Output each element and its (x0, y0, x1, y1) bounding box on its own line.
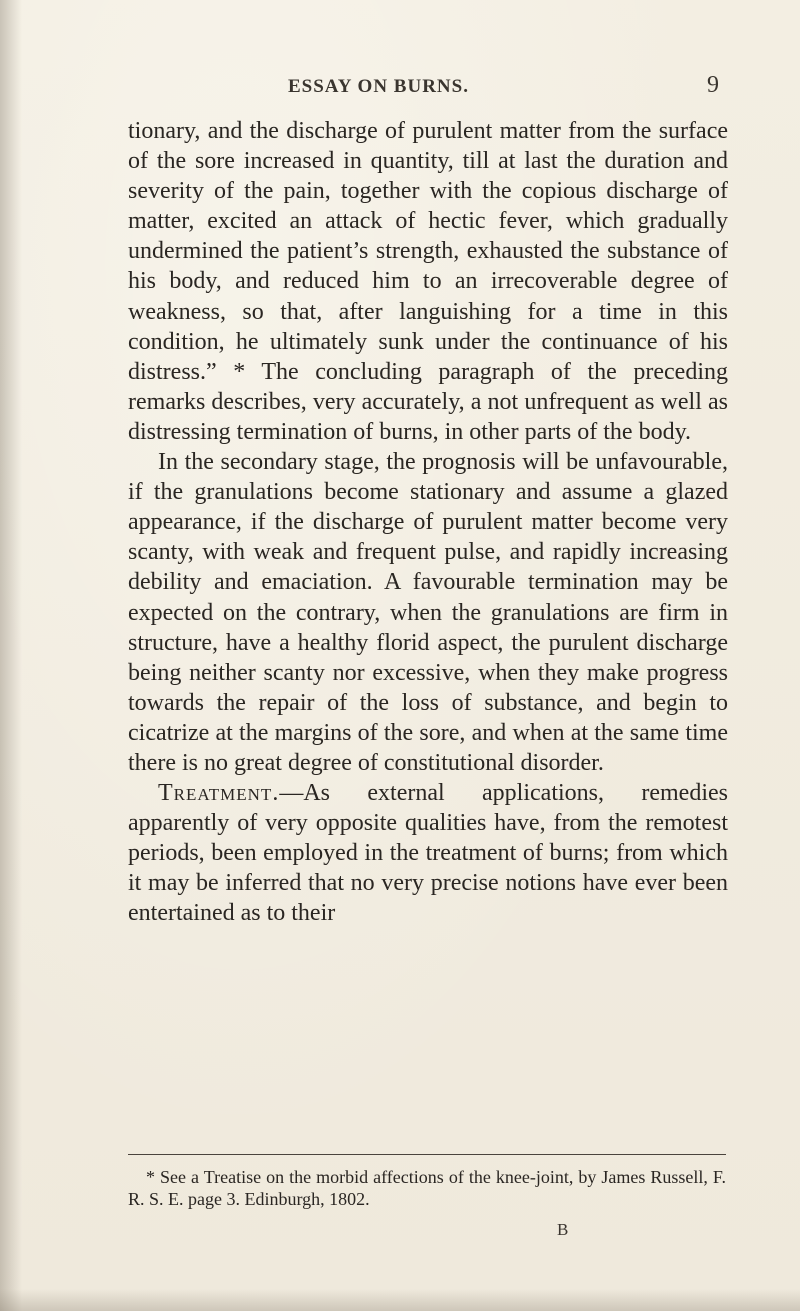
treatment-heading: Treatment. (158, 780, 280, 807)
footnote: * See a Treatise on the morbid affections of the knee-joint, by James Russell, F. R. S. E. page 3. Edinburgh, 1802. (128, 1167, 726, 1209)
bottom-edge-shadow (0, 1289, 800, 1311)
paragraph-continued: tionary, and the discharge of purulent matter from the surface of the sore increased in quantity, till at last the duration and severity of the pain, together with the copious discharge of matter, excited an attack of hectic fever, which gradually undermined the patient’s strength, exhausted the substance of his body, and reduced him to an irrecoverable degree of weakness, so that, after languishing for a time in this condition, he ultimately sunk under the continuance of his distress.” * The concluding paragraph of the preceding remarks describes, very accurately, a not unfrequent as well as distressing termination of burns, in other parts of the body. (128, 118, 728, 445)
paragraph-prognosis: In the secondary stage, the prognosis will be unfavourable, if the granulations become stationary and assume a glazed appearance, if the discharge of purulent matter become very scanty, with weak and frequent pulse, and rapidly increasing debility and emaciation. A favourable termination may be expected on the contrary, when the granulations are firm in structure, have a healthy florid aspect, the purulent discharge being neither scanty nor excessive, when they make progress towards the repair of the loss of substance, and begin to cicatrize at the margins of the sore, and when at the same time there is no great degree of constitutional disorder. (128, 449, 728, 776)
signature-mark: B (557, 1220, 569, 1239)
running-head (0, 72, 800, 102)
body-text (128, 116, 728, 929)
page-number: 9 (707, 72, 719, 98)
running-title: ESSAY ON BURNS. (288, 76, 469, 97)
treatment-text: —As external applications, remedies apparently of very opposite qualities have, from the remotest periods, been employed in the treatment of burns; from which it may be inferred that no very precise notions have ever been entertained as to their (128, 780, 728, 927)
footnote-rule (128, 1154, 726, 1155)
paragraph-treatment (128, 778, 728, 928)
gutter-shadow (0, 0, 22, 1311)
